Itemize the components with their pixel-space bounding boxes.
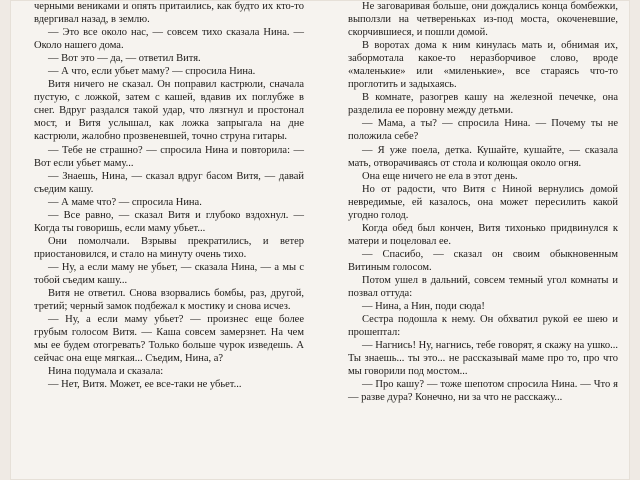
paragraph: Она еще ничего не ела в этот день.: [362, 170, 518, 182]
paragraph: Витя ничего не сказал. Он поправил кастрюли, сначала пустую, с ложкой, затем с кашей, вдавив их поглубже в снег. Вдруг раздался такой удар, что лязгнул и простонал мост, и Витя услышал, как ложка запрыгала на дне кастрюли, жалобно прозвеневшей, точно струна гитары.: [34, 79, 304, 143]
paragraph: Но от радости, что Витя с Ниной вернулись домой невредимые, ей казалось, она может пересилить какой угодно голод.: [348, 183, 618, 221]
paragraph: — Ну, а если маму не убьет, — сказала Нина, — а мы с тобой съедим кашу...: [34, 261, 304, 286]
paragraph: — Ну, а если маму убьет? — произнес еще более грубым голосом Витя. — Каша совсем замерзнет. На чем мы ее будем отогревать? Только больше чурок изведешь. А сейчас она еще мягкая... Съедим, Нина, а?: [34, 314, 304, 365]
right-text-column: [348, 0, 618, 404]
paragraph: — А маме что? — спросила Нина.: [48, 196, 202, 208]
paragraph: — Все равно, — сказал Витя и глубоко вздохнул. — Когда ты говоришь, если маму убьет...: [34, 209, 304, 234]
paragraph: — Я уже поела, детка. Кушайте, кушайте, — сказала мать, отворачиваясь от стола и колющая около огня.: [348, 144, 618, 169]
book-page: [10, 0, 630, 480]
paragraph: В воротах дома к ним кинулась мать и, обнимая их, забормотала какое-то неразборчивое слово, вроде «маленькие» или «миленькие», все стараясь что-то проглотить и задыхаясь.: [348, 40, 618, 91]
paragraph: — Нет, Витя. Может, ее все-таки не убьет...: [48, 379, 242, 391]
paragraph: — А что, если убьет маму? — спросила Нина.: [48, 66, 256, 78]
paragraph: В комнате, разогрев кашу на железной печечке, она разделила ее поровну между детьми.: [348, 92, 618, 117]
paragraph: Потом ушел в дальний, совсем темный угол комнаты и позвал оттуда:: [348, 274, 618, 300]
paragraph: — Знаешь, Нина, — сказал вдруг басом Витя, — давай съедим кашу.: [34, 170, 304, 195]
paragraph: — Тебе не страшно? — спросила Нина и повторила: — Вот если убьет маму...: [34, 144, 304, 169]
paragraph: — Нина, а Нин, поди сюда!: [362, 301, 485, 313]
paragraph: — Нагнись! Ну, нагнись, тебе говорят, я скажу на ушко... Ты знаешь... ты это... не рассказывай маме про то, про что мы говорили под мостом...: [348, 340, 618, 378]
paragraph: Не заговаривая больше, они дождались конца бомбежки, выползли на четвереньках из-под моста, окоченевшие, скорчившиеся, и пошли домой.: [348, 1, 618, 39]
paragraph: — Мама, а ты? — спросила Нина. — Почему ты не положила себе?: [348, 118, 618, 143]
paragraph: — Вот это — да, — ответил Витя.: [48, 53, 201, 65]
paragraph: — Спасибо, — сказал он своим обыкновенным Витиным голосом.: [348, 248, 618, 273]
paragraph: Витя не ответил. Снова взорвались бомбы, раз, другой, третий; черный замок подбежал к мостику и снова исчез.: [34, 288, 304, 313]
paragraph: Сестра подошла к нему. Он обхватил рукой ее шею и прошептал:: [348, 314, 618, 339]
paragraph: Они помолчали. Взрывы прекратились, и ветер приостановился, и стало на минуту очень тихо.: [34, 235, 304, 260]
paragraph: Нина подумала и сказала:: [48, 366, 164, 378]
paragraph: черными вениками и опять притаились, как будто их кто-то вдергивал назад, в землю.: [34, 1, 304, 26]
left-text-column: [34, 0, 304, 391]
paragraph: — Это все около нас, — совсем тихо сказала Нина. — Около нашего дома.: [34, 27, 304, 52]
paragraph: — Про кашу? — тоже шепотом спросила Нина. — Что я — разве дура? Конечно, ни за что не расскажу...: [348, 379, 618, 404]
paragraph: Когда обед был кончен, Витя тихонько придвинулся к матери и поцеловал ее.: [348, 222, 618, 247]
